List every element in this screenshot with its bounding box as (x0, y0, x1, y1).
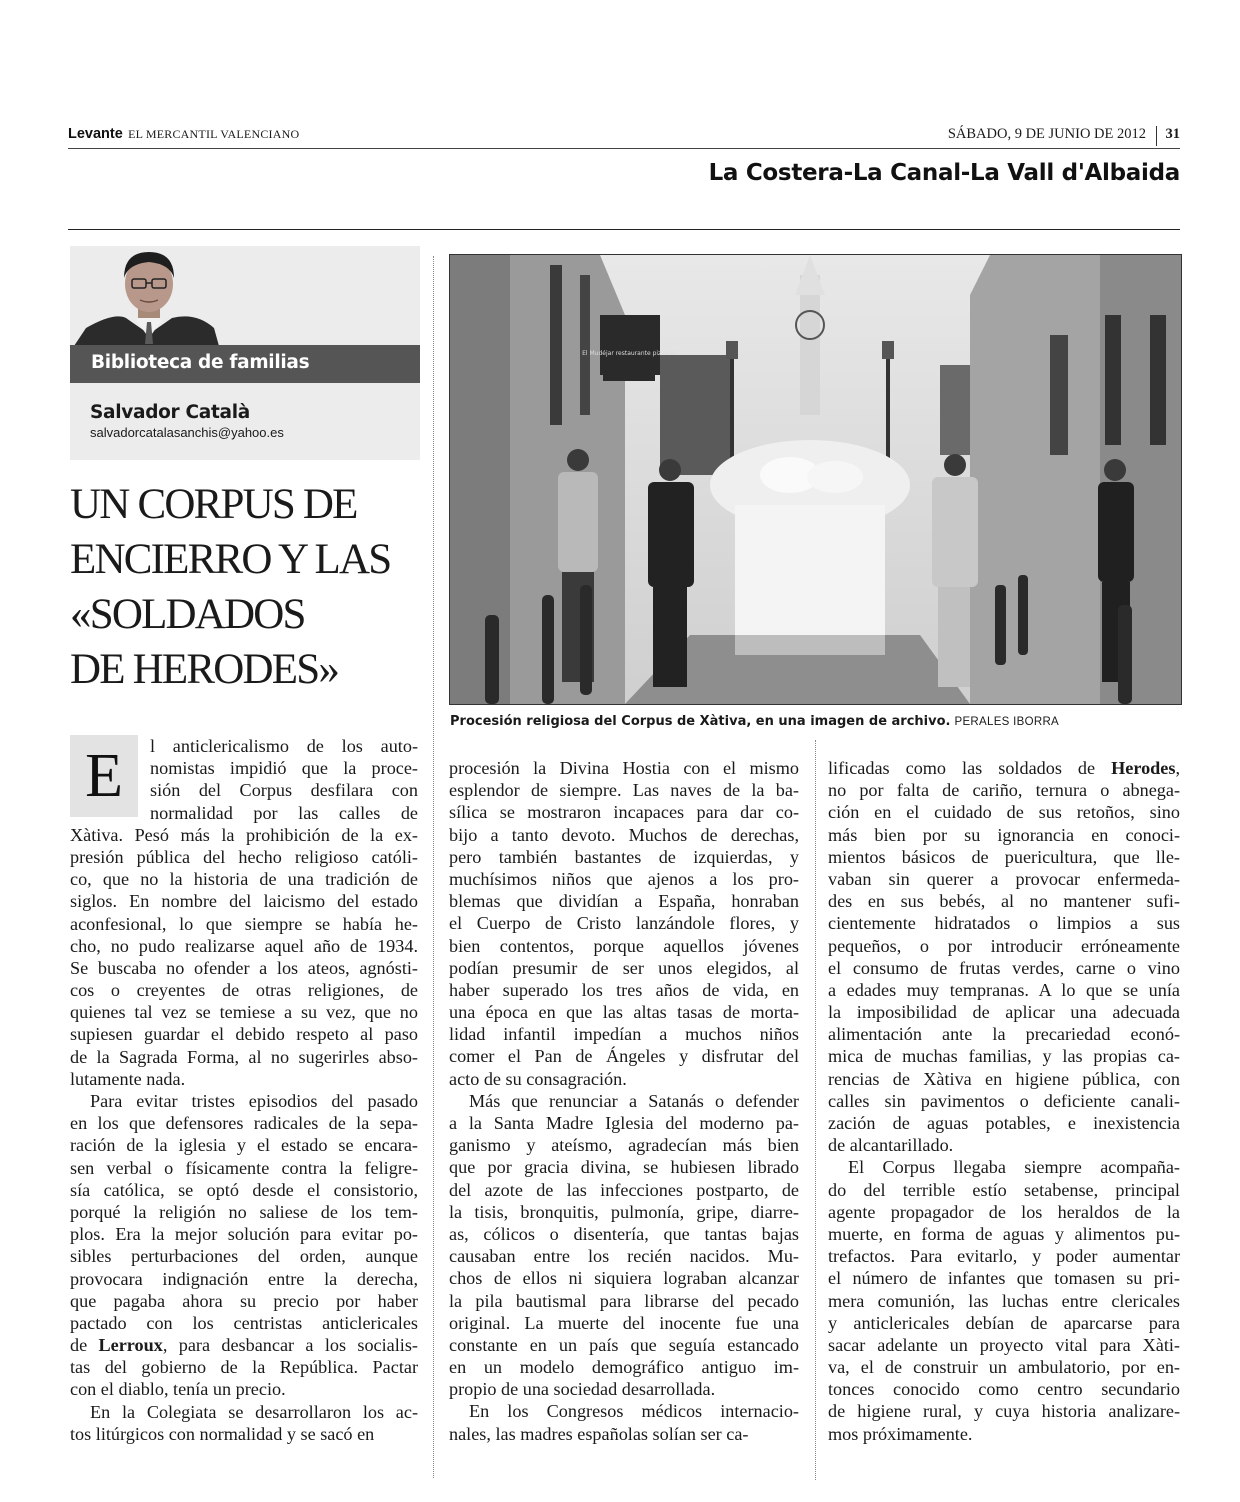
article-line: bijo a tanto devoto. Muchos de derechas, (449, 824, 799, 845)
article-line: plos. Era la mejor solución para evitar po- (70, 1224, 418, 1245)
article-line: des en sus bebés, al no mantener sufi- (828, 891, 1180, 912)
article-line: sílica se mostraron incapaces para dar co- (449, 802, 799, 823)
article-line: el número de infantes que tomasen su pri- (828, 1268, 1180, 1289)
issue-date: SÁBADO, 9 DE JUNIO DE 2012 (947, 126, 1146, 142)
author-portrait (74, 246, 224, 346)
article-line: acto de su consagración. (449, 1068, 627, 1089)
article-line: la tisis, bronquitis, pulmonía, gripe, diarre- (449, 1201, 799, 1222)
article-column-2 (449, 757, 799, 1445)
article-line: mientos básicos de puericultura, que lle- (828, 846, 1180, 867)
article-line: as, cólicos o disentería, que tantas bajas (449, 1223, 799, 1244)
column-name: Biblioteca de familias (91, 352, 310, 373)
article-line: lidad infantil impedían a muchos niños (449, 1024, 799, 1045)
article-line: más bien por su ignorancia en conoci- (828, 824, 1180, 845)
article-column-1 (70, 735, 418, 1445)
article-line: cho, no pudo realizarse aquel año de 1934. (70, 935, 418, 956)
article-line: cos o creyentes de otras religiones, de (70, 980, 418, 1001)
photo-credit: PERALES IBORRA (954, 716, 1060, 728)
article-column-3 (828, 757, 1180, 1445)
article-line: en un modelo demográfico antiguo im- (449, 1357, 799, 1378)
article-line: procesión la Divina Hostia con el mismo (449, 758, 799, 778)
article-line: del azote de las infecciones postparto, de (449, 1179, 799, 1200)
article-line: lificadas como las soldados de Herodes, (828, 758, 1180, 778)
procession-photo (449, 254, 1182, 705)
article-line: una época en que las altas tasas de morta- (449, 1002, 799, 1023)
article-line: de la Sagrada Forma, al no sugerirles abso- (70, 1046, 418, 1067)
brand-subtitle: EL MERCANTIL VALENCIANO (128, 127, 300, 141)
article-line: co, que no la historia de una tradición de (70, 869, 418, 890)
article-line: en los que defensores radicales de la sepa- (70, 1113, 418, 1134)
article-line: rencias de Xàtiva en higiene pública, con (828, 1068, 1180, 1089)
article-line: mica de muchas familias, y las propias ca- (828, 1046, 1180, 1067)
headline (70, 477, 430, 697)
article-line: haber superado los tres años de vida, en (449, 979, 799, 1000)
article-line: aconfesional, lo que siempre se había he- (70, 913, 418, 934)
article-line: ración de la iglesia y el estado se encara- (70, 1135, 418, 1156)
article-line: esplendor de siempre. Las naves de la ba- (449, 780, 799, 801)
article-line: de Lerroux, para desbancar a los socialis- (70, 1335, 418, 1356)
article-line: con el diablo, tenía un precio. (70, 1379, 286, 1400)
article-line: que pagaba ahora su precio por haber (70, 1290, 418, 1311)
shop-sign-text: El Mudéjar restaurante pizzería (582, 350, 676, 357)
article-line: pactado con los centristas anticlericales (70, 1312, 418, 1333)
article-line: original. La muerte del inocente fue una (449, 1312, 799, 1333)
article-line: vaban sin querer a provocar enfermeda- (828, 868, 1180, 889)
masthead-rule (68, 148, 1180, 149)
article-line: va, el de construir un ambulatorio, por en- (828, 1357, 1180, 1378)
photo-caption (450, 714, 1059, 729)
article-line: pequeños, o por introducir erróneamente (828, 935, 1180, 956)
article-line: podían presumir de ser unos elegidos, al (449, 957, 799, 978)
article-line: agente propagador de los heraldos de la (828, 1201, 1180, 1222)
headline-line: UN CORPUS DE (70, 481, 357, 528)
article-line: Para evitar tristes episodios del pasado (90, 1091, 418, 1111)
article-line: trefactos. Para evitarlo, y poder aumentar (828, 1246, 1180, 1267)
article-line: constante en un país que seguía estancado (449, 1334, 799, 1355)
article-line: quienes tal vez se temiese a su vez, que no (70, 1002, 418, 1023)
article-line: el Cuerpo de Cristo lanzándole flores, y (449, 913, 799, 934)
author-email[interactable]: salvadorcatalasanchis@yahoo.es (90, 425, 284, 440)
article-line: blemas que dividían a España, honraban (449, 891, 799, 912)
article-line: alimentación ante la precariedad econó- (828, 1024, 1180, 1045)
brand-name: Levante (68, 126, 123, 142)
article-line: cientemente hidratados o limpios a sus (828, 913, 1180, 934)
column-divider (433, 256, 434, 1478)
article-line: no por falta de cariño, ternura o abnega- (828, 780, 1180, 801)
article-line: sacar adelante un proyecto vital para Xàti- (828, 1334, 1180, 1355)
page-number: 31 (1156, 126, 1181, 146)
article-line: y anticlericales debían de aparcarse para (828, 1312, 1180, 1333)
article-line: Se buscaba no ofender a los ateos, agnósti- (70, 957, 418, 978)
column-name-bar (70, 345, 420, 383)
article-line: lutamente nada. (70, 1068, 186, 1089)
section-rule (68, 229, 1180, 230)
article-line: a la Santa Madre Iglesia del moderno pa- (449, 1113, 799, 1133)
article-line: pero también bastantes de izquierdas, y (449, 846, 799, 867)
article-line: a edades muy tempranas. A lo que se unía (828, 979, 1180, 1000)
article-line: sión del Corpus desfilara con (150, 780, 418, 801)
article-line: zación de aguas potables, e inexistencia (828, 1113, 1180, 1133)
article-line: propio de una sociedad desarrollada. (449, 1379, 716, 1400)
article-line: nomistas impidió que la proce- (150, 758, 418, 779)
article-line: calles sin pavimentos o deficiente canali- (828, 1090, 1180, 1111)
caption-text: Procesión religiosa del Corpus de Xàtiva, en una imagen de archivo. (450, 714, 951, 729)
column-divider (815, 740, 816, 1480)
headline-line: ENCIERRO Y LAS (70, 536, 391, 583)
article-line: muerte, en forma de aguas y alimentos pu- (828, 1223, 1180, 1244)
article-line: chos de ellos ni siquiera lograban alcanzar (449, 1268, 799, 1289)
article-line: de alcantarillado. (828, 1135, 954, 1156)
article-line: tonces conocido como centro secundario (828, 1379, 1180, 1400)
article-line: muchísimos niños que ajenos a los pro- (449, 868, 799, 889)
article-line: Xàtiva. Pesó más la prohibición de la ex- (70, 824, 418, 845)
article-line: tas del gobierno de la República. Pactar (70, 1357, 418, 1378)
procession-illustration (450, 255, 1181, 704)
article-line: presión pública del hecho religioso católi- (70, 846, 418, 867)
article-line: causaban entre los recién nacidos. Mu- (449, 1246, 799, 1267)
drop-cap: E (70, 735, 138, 817)
article-line: bien contentos, porque aquellos jóvenes (449, 935, 799, 956)
article-line: provocara indignación entre la derecha, (70, 1268, 418, 1289)
article-line: El Corpus llegaba siempre acompaña- (848, 1157, 1180, 1178)
section-title: La Costera-La Canal-La Vall d'Albaida (708, 160, 1180, 186)
headline-line: «SOLDADOS (70, 591, 305, 638)
article-line: porqué la religión no saliese de los tem- (70, 1201, 418, 1222)
article-line: ganismo y ateísmo, agradecían más bien (449, 1135, 799, 1156)
article-line: En los Congresos médicos internacio- (469, 1401, 799, 1422)
article-line: ción en el cuidado de sus retoños, sino (828, 802, 1180, 823)
article-line: Más que renunciar a Satanás o defender (469, 1090, 799, 1111)
article-line: mos próximamente. (828, 1423, 973, 1444)
article-line: comer el Pan de Ángeles y disfrutar del (449, 1046, 799, 1067)
article-line: nales, las madres españolas solían ser ca- (449, 1423, 749, 1444)
article-line: tos litúrgicos con normalidad y se sacó en (70, 1423, 375, 1444)
article-line: En la Colegiata se desarrollaron los ac- (90, 1401, 418, 1422)
article-line: la imposibilidad de aplicar una adecuada (828, 1002, 1180, 1023)
article-line: mera comunión, las luchas entre clericales (828, 1290, 1180, 1311)
article-line: sía católica, se optó desde el consistorio, (70, 1179, 418, 1200)
article-line: siglos. En nombre del laicismo del estado (70, 891, 418, 912)
masthead (68, 126, 1180, 146)
article-line: el consumo de frutas verdes, carne o vino (828, 957, 1180, 978)
article-line: sen verbal o físicamente contra la feligre- (70, 1157, 418, 1178)
article-line: do del terrible estío setabense, principal (828, 1179, 1180, 1200)
headline-line: DE HERODES» (70, 646, 339, 693)
article-line: normalidad por las calles de (150, 802, 418, 823)
article-line: que por gracia divina, se hubiesen librado (449, 1157, 799, 1178)
article-line: sibles perturbaciones del orden, aunque (70, 1246, 418, 1267)
article-line: de higiene rural, y cuya historia analizare- (828, 1401, 1180, 1422)
article-line: supiesen guardar el debido respeto al paso (70, 1024, 418, 1045)
article-line: la pila bautismal para librarse del pecado (449, 1290, 799, 1311)
article-line: l anticlericalismo de los auto- (150, 736, 418, 756)
author-name: Salvador Català (90, 402, 250, 423)
